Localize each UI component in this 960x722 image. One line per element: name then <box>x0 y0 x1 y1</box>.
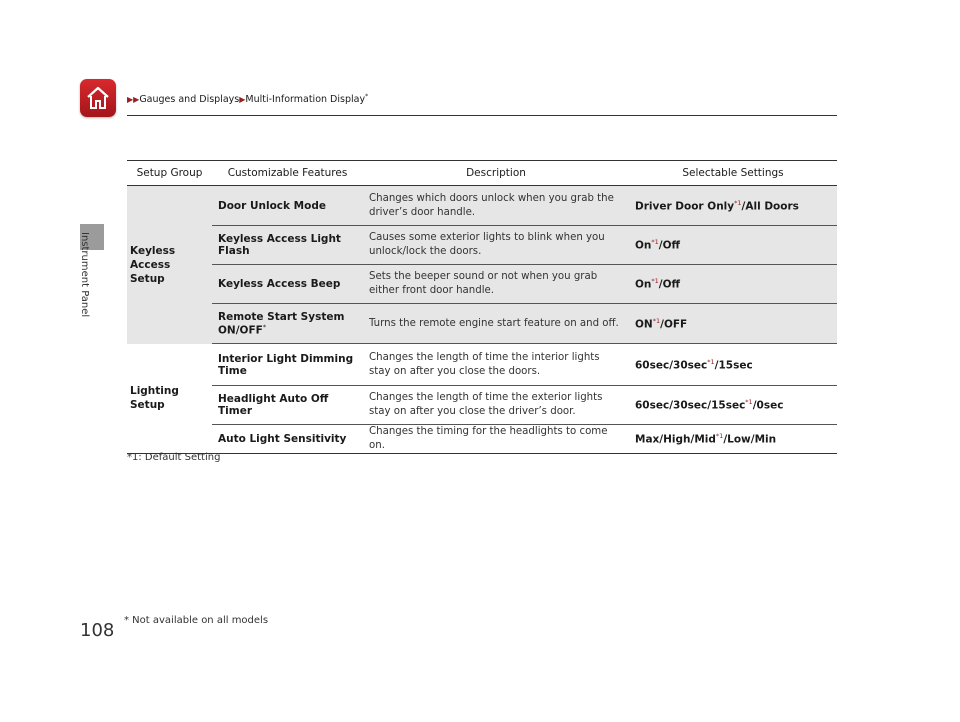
breadcrumb-link-gauges[interactable]: Gauges and Displays <box>139 94 240 106</box>
setup-group-label: Keyless Access Setup <box>130 244 176 285</box>
table-row <box>127 425 837 454</box>
feature-name <box>212 304 363 344</box>
selectable-settings <box>629 265 837 304</box>
setting-other: /15sec <box>714 359 753 372</box>
feature-name: Interior Light Dimming Time <box>212 344 363 386</box>
setting-default: ON <box>635 318 653 331</box>
feature-label: Remote Start System ON/OFF <box>218 310 345 337</box>
setup-group-label: Lighting Setup <box>130 385 179 412</box>
breadcrumb <box>127 93 368 105</box>
setting-other: /All Doors <box>741 200 799 213</box>
footnote-mark: *1 <box>651 277 659 286</box>
feature-description: Changes which doors unlock when you grab the driver’s door handle. <box>363 186 629 226</box>
setting-other: /0sec <box>752 399 784 412</box>
setting-other: /OFF <box>660 318 688 331</box>
setting-default: 60sec/30sec <box>635 359 708 372</box>
setting-default: Max/High/Mid <box>635 433 716 446</box>
selectable-settings <box>629 304 837 344</box>
footnote-mark: *1 <box>734 198 742 207</box>
page-number: 108 <box>80 620 115 641</box>
availability-note: * Not available on all models <box>124 615 269 626</box>
feature-description: Causes some exterior lights to blink when you unlock/lock the doors. <box>363 226 629 265</box>
footnote-mark: *1 <box>745 398 753 407</box>
feature-name: Door Unlock Mode <box>212 186 363 226</box>
home-icon <box>86 85 110 111</box>
feature-name: Keyless Access Beep <box>212 265 363 304</box>
feature-description: Changes the timing for the headlights to come on. <box>363 425 629 454</box>
setting-default: On <box>635 278 652 291</box>
header-selectable-settings: Selectable Settings <box>629 161 837 186</box>
footnote-mark: *1 <box>652 316 661 325</box>
table-row <box>127 304 837 344</box>
asterisk-mark: * <box>262 322 267 331</box>
footnote-mark: *1 <box>707 357 715 366</box>
feature-name: Auto Light Sensitivity <box>212 425 363 454</box>
setting-other: /Low/Min <box>723 433 777 446</box>
header-customizable-features: Customizable Features <box>212 161 363 186</box>
setup-group-lighting <box>127 344 212 454</box>
setting-other: /Off <box>658 239 681 252</box>
selectable-settings <box>629 186 837 226</box>
table-row <box>127 344 837 386</box>
table-row <box>127 226 837 265</box>
selectable-settings <box>629 344 837 386</box>
breadcrumb-link-mid[interactable]: Multi-Information Display <box>245 94 366 106</box>
header-description: Description <box>363 161 629 186</box>
selectable-settings <box>629 425 837 454</box>
table-row <box>127 265 837 304</box>
setup-group-keyless <box>127 186 212 344</box>
triangle-right-icon: ▶▶ <box>127 95 140 105</box>
footnote-mark: *1 <box>715 432 724 441</box>
table-row <box>127 186 837 226</box>
footnote-mark: *1 <box>651 238 659 247</box>
table-row <box>127 386 837 425</box>
home-button[interactable] <box>80 79 116 117</box>
setting-default: 60sec/30sec/15sec <box>635 399 746 412</box>
asterisk-mark: * <box>365 93 369 100</box>
setting-default: On <box>635 239 652 252</box>
side-section-label: Instrument Panel <box>79 232 90 318</box>
header-setup-group: Setup Group <box>127 161 212 186</box>
settings-table <box>127 160 837 454</box>
feature-description: Turns the remote engine start feature on and off. <box>363 304 629 344</box>
feature-description: Sets the beeper sound or not when you grab either front door handle. <box>363 265 629 304</box>
header-divider <box>127 115 837 116</box>
default-setting-footnote: *1: Default Setting <box>127 452 221 463</box>
feature-name: Keyless Access Light Flash <box>212 226 363 265</box>
table-header-row <box>127 161 837 186</box>
selectable-settings <box>629 226 837 265</box>
feature-description: Changes the length of time the exterior lights stay on after you close the driver’s door. <box>363 386 629 425</box>
feature-description: Changes the length of time the interior lights stay on after you close the doors. <box>363 344 629 386</box>
selectable-settings <box>629 386 837 425</box>
setting-other: /Off <box>658 278 681 291</box>
triangle-right-icon: ▶ <box>239 95 246 105</box>
feature-name: Headlight Auto Off Timer <box>212 386 363 425</box>
setting-default: Driver Door Only <box>635 200 735 213</box>
